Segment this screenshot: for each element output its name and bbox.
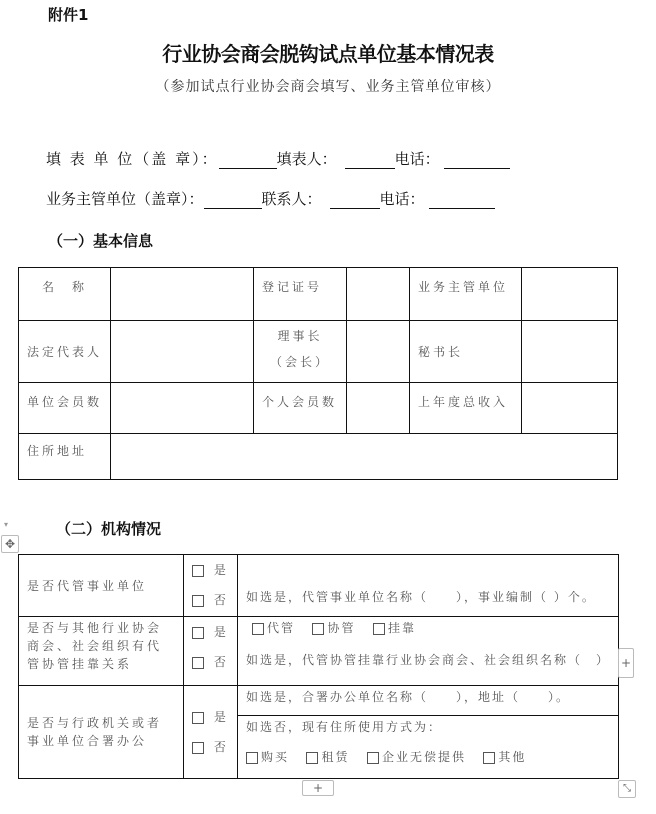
yes-option[interactable] [192, 617, 237, 647]
no-option[interactable] [192, 647, 237, 677]
yes-no-cell [184, 686, 238, 779]
checkbox-icon[interactable] [367, 752, 379, 764]
question-joint-office: 是否与行政机关或者事业单位合署办公 [19, 686, 184, 779]
label-last-year-income: 上年度总收入 [410, 383, 522, 434]
yes-no-cell [184, 555, 238, 617]
supervisor-label: 业务主管单位（盖章）： [46, 190, 204, 208]
checkbox-icon[interactable] [483, 752, 495, 764]
value-individual-members[interactable] [347, 383, 410, 434]
supervisor-blank[interactable] [204, 190, 262, 209]
section-basic-info-heading: （一）基本信息 [48, 232, 154, 250]
chairman-sub-text: （会长） [269, 355, 330, 369]
checkbox-icon[interactable] [192, 627, 204, 639]
fill-line-2 [46, 188, 495, 209]
yes-option[interactable] [192, 555, 237, 585]
value-chairman[interactable] [347, 321, 410, 383]
page-title: 行业协会商会脱钩试点单位基本情况表 [162, 42, 494, 66]
phone-blank[interactable] [444, 150, 510, 169]
no-label: 否 [213, 740, 229, 754]
checkbox-icon[interactable] [306, 752, 318, 764]
affiliation-detail-text[interactable]: 如选是，代管协管挂靠行业协会商会、社会组织名称（ ） [246, 653, 611, 667]
value-address[interactable] [111, 434, 618, 480]
value-secretary[interactable] [522, 321, 618, 383]
option-label: 挂靠 [387, 621, 416, 635]
annex-label: 附件1 [48, 6, 89, 24]
option-co-manage[interactable] [312, 621, 355, 635]
detail-joint-office [238, 686, 619, 779]
detail-affiliation [238, 617, 619, 686]
value-unit-members[interactable] [111, 383, 254, 434]
section-organization-heading: （二）机构情况 [56, 520, 162, 538]
yes-label: 是 [213, 563, 229, 577]
phone-label: 电话： [394, 150, 440, 168]
yes-label: 是 [213, 710, 229, 724]
option-label: 代管 [267, 621, 296, 635]
checkbox-icon[interactable] [373, 623, 385, 635]
no-label: 否 [213, 593, 229, 607]
option-label: 租赁 [321, 750, 350, 764]
checkbox-icon[interactable] [252, 623, 264, 635]
add-column-button[interactable]: + [618, 648, 634, 678]
label-unit-members: 单位会员数 [19, 383, 111, 434]
collapse-arrow-icon[interactable]: ▾ [4, 520, 9, 529]
label-chairman [254, 321, 347, 383]
option-label: 购买 [261, 750, 290, 764]
joint-office-yes-detail[interactable]: 如选是，合署办公单位名称（ ），地址（ ）。 [238, 686, 618, 716]
filler-blank[interactable] [345, 150, 395, 169]
option-enterprise-free[interactable] [367, 750, 466, 764]
checkbox-icon[interactable] [192, 742, 204, 754]
usage-mode-label: 如选否，现有住所使用方式为： [246, 720, 443, 734]
label-reg-no: 登记证号 [254, 268, 347, 321]
fill-line-1 [46, 148, 510, 169]
label-address: 住所地址 [19, 434, 111, 480]
checkbox-icon[interactable] [192, 712, 204, 724]
contact-label: 联系人： [261, 190, 322, 208]
label-name: 名 称 [19, 268, 111, 321]
unit-blank[interactable] [219, 150, 277, 169]
chairman-text: 理事长 [277, 329, 323, 343]
phone-blank[interactable] [429, 190, 495, 209]
contact-blank[interactable] [330, 190, 380, 209]
page-subtitle: （参加试点行业协会商会填写、业务主管单位审核） [155, 79, 501, 95]
option-other[interactable] [483, 750, 526, 764]
checkbox-icon[interactable] [246, 752, 258, 764]
label-legal-rep: 法定代表人 [19, 321, 111, 383]
value-last-year-income[interactable] [522, 383, 618, 434]
option-lease[interactable] [306, 750, 349, 764]
yes-label: 是 [213, 625, 229, 639]
checkbox-icon[interactable] [192, 595, 204, 607]
checkbox-icon[interactable] [192, 657, 204, 669]
detail-manage-institution[interactable]: 如选是，代管事业单位名称（ ），事业编制（ ）个。 [238, 555, 619, 617]
option-label: 协管 [327, 621, 356, 635]
value-name[interactable] [111, 268, 254, 321]
option-manage[interactable] [252, 621, 295, 635]
question-affiliation: 是否与其他行业协会商会、社会组织有代管协管挂靠关系 [19, 617, 184, 686]
no-option[interactable] [192, 585, 237, 615]
affiliation-options [246, 619, 610, 637]
phone-label: 电话： [379, 190, 425, 208]
yes-option[interactable] [192, 702, 237, 732]
organization-table [18, 554, 619, 779]
value-reg-no[interactable] [347, 268, 410, 321]
joint-office-no-detail [238, 716, 618, 766]
yes-no-cell [184, 617, 238, 686]
label-individual-members: 个人会员数 [254, 383, 347, 434]
add-row-button[interactable]: + [302, 780, 334, 796]
label-secretary: 秘书长 [410, 321, 522, 383]
value-legal-rep[interactable] [111, 321, 254, 383]
option-label: 其他 [498, 750, 527, 764]
usage-mode-options [246, 748, 610, 766]
label-supervisor-unit: 业务主管单位 [410, 268, 522, 321]
checkbox-icon[interactable] [312, 623, 324, 635]
table-move-handle-icon[interactable]: ✥ [1, 535, 19, 553]
no-label: 否 [213, 655, 229, 669]
question-manage-institution: 是否代管事业单位 [19, 555, 184, 617]
filler-label: 填表人： [276, 150, 337, 168]
no-option[interactable] [192, 732, 237, 762]
unit-label: 填 表 单 位（盖 章）： [46, 150, 219, 168]
option-affiliate[interactable] [373, 621, 416, 635]
option-purchase[interactable] [246, 750, 289, 764]
checkbox-icon[interactable] [192, 565, 204, 577]
table-resize-handle-icon[interactable]: ⤡ [618, 780, 636, 798]
basic-info-table [18, 267, 618, 480]
value-supervisor-unit[interactable] [522, 268, 618, 321]
option-label: 企业无偿提供 [381, 750, 466, 764]
